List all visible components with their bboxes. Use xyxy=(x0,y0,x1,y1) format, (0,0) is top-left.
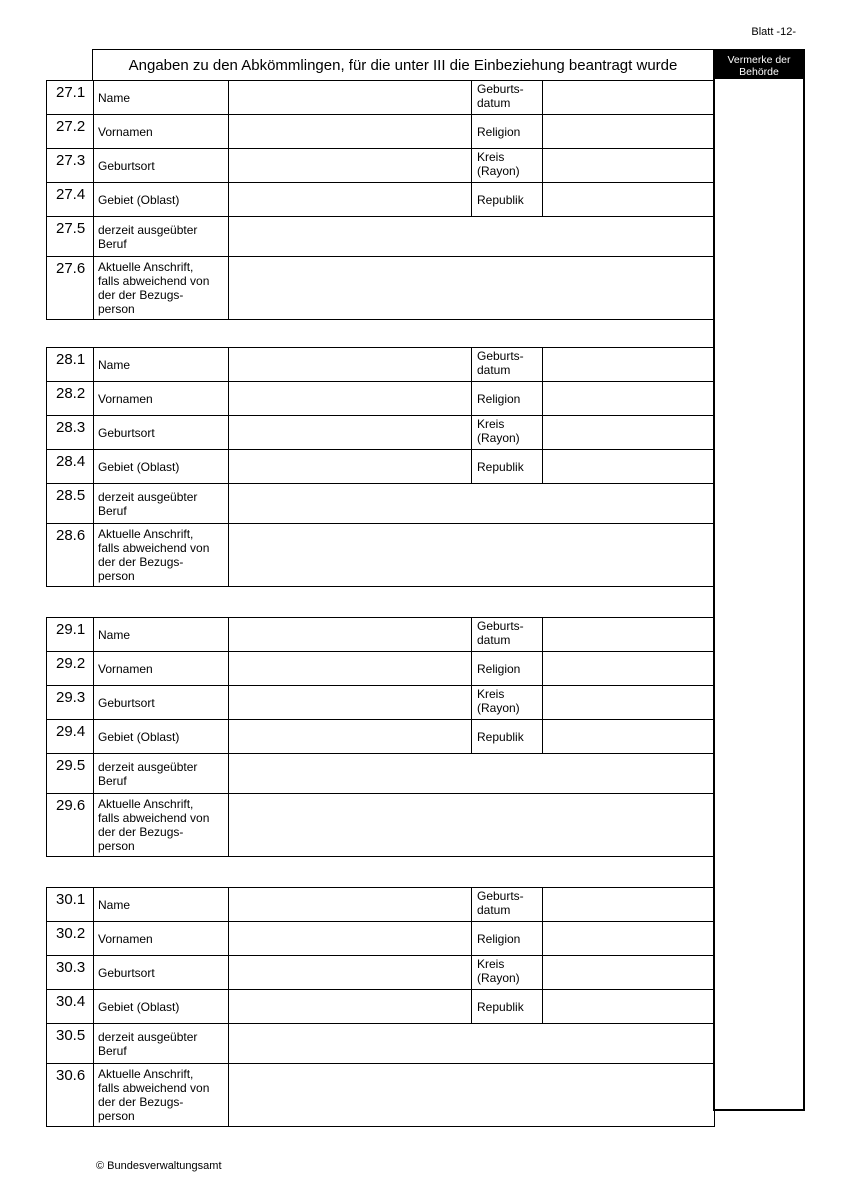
authority-notes-column[interactable] xyxy=(713,79,805,1111)
form-row xyxy=(47,1064,715,1127)
field-label-right: Geburts- datum xyxy=(472,348,543,382)
field-label: Aktuelle Anschrift, falls abweichend von der der Bezugs- person xyxy=(94,257,229,320)
form-row xyxy=(47,348,715,382)
row-number: 28.4 xyxy=(47,450,94,484)
row-number: 29.6 xyxy=(47,794,94,857)
row-number: 28.2 xyxy=(47,382,94,416)
input-field-right[interactable] xyxy=(543,115,715,149)
field-label: Vornamen xyxy=(94,922,229,956)
authority-notes-header: Vermerke der Behörde xyxy=(713,49,805,79)
input-field[interactable] xyxy=(229,115,472,149)
input-field-wide[interactable] xyxy=(229,217,715,257)
row-number: 30.4 xyxy=(47,990,94,1024)
form-row xyxy=(47,81,715,115)
form-row xyxy=(47,956,715,990)
descendant-block xyxy=(46,80,715,320)
field-label-right: Religion xyxy=(472,115,543,149)
row-number: 27.1 xyxy=(47,81,94,115)
input-field-right[interactable] xyxy=(543,922,715,956)
row-number: 27.4 xyxy=(47,183,94,217)
input-field-right[interactable] xyxy=(543,382,715,416)
form-row xyxy=(47,618,715,652)
field-label: Aktuelle Anschrift, falls abweichend von der der Bezugs- person xyxy=(94,524,229,587)
input-field-right[interactable] xyxy=(543,888,715,922)
field-label: Name xyxy=(94,81,229,115)
input-field[interactable] xyxy=(229,416,472,450)
form-row xyxy=(47,1024,715,1064)
field-label: Vornamen xyxy=(94,652,229,686)
section-title-text: Angaben zu den Abkömmlingen, für die unter III die Einbeziehung beantragt wurde xyxy=(128,57,678,74)
input-field-wide[interactable] xyxy=(229,754,715,794)
form-row xyxy=(47,257,715,320)
field-label-right: Religion xyxy=(472,652,543,686)
field-label: derzeit ausgeübter Beruf xyxy=(94,484,229,524)
field-label-right: Religion xyxy=(472,922,543,956)
field-label-right: Religion xyxy=(472,382,543,416)
input-field[interactable] xyxy=(229,348,472,382)
form-row xyxy=(47,720,715,754)
form-row xyxy=(47,888,715,922)
input-field[interactable] xyxy=(229,956,472,990)
row-number: 29.2 xyxy=(47,652,94,686)
row-number: 27.5 xyxy=(47,217,94,257)
field-label-right: Republik xyxy=(472,450,543,484)
input-field-wide[interactable] xyxy=(229,1024,715,1064)
input-field-right[interactable] xyxy=(543,618,715,652)
field-label: derzeit ausgeübter Beruf xyxy=(94,217,229,257)
row-number: 30.2 xyxy=(47,922,94,956)
field-label: Geburtsort xyxy=(94,956,229,990)
form-row xyxy=(47,450,715,484)
field-label-right: Republik xyxy=(472,183,543,217)
field-label-right: Kreis (Rayon) xyxy=(472,416,543,450)
field-label: Gebiet (Oblast) xyxy=(94,450,229,484)
input-field[interactable] xyxy=(229,652,472,686)
input-field[interactable] xyxy=(229,618,472,652)
row-number: 29.4 xyxy=(47,720,94,754)
field-label: Geburtsort xyxy=(94,149,229,183)
form-row xyxy=(47,990,715,1024)
input-field-right[interactable] xyxy=(543,720,715,754)
input-field-wide[interactable] xyxy=(229,484,715,524)
input-field-right[interactable] xyxy=(543,348,715,382)
input-field-right[interactable] xyxy=(543,450,715,484)
form-row xyxy=(47,922,715,956)
field-label-right: Republik xyxy=(472,990,543,1024)
form-row xyxy=(47,686,715,720)
descendant-block xyxy=(46,887,715,1127)
field-label: Name xyxy=(94,888,229,922)
row-number: 30.6 xyxy=(47,1064,94,1127)
field-label-right: Geburts- datum xyxy=(472,618,543,652)
row-number: 28.6 xyxy=(47,524,94,587)
input-field-right[interactable] xyxy=(543,652,715,686)
field-label-right: Geburts- datum xyxy=(472,81,543,115)
row-number: 29.3 xyxy=(47,686,94,720)
input-field-wide[interactable] xyxy=(229,257,715,320)
row-number: 29.1 xyxy=(47,618,94,652)
form-row xyxy=(47,149,715,183)
field-label: Geburtsort xyxy=(94,416,229,450)
row-number: 30.3 xyxy=(47,956,94,990)
field-label-right: Kreis (Rayon) xyxy=(472,149,543,183)
input-field-right[interactable] xyxy=(543,686,715,720)
input-field[interactable] xyxy=(229,450,472,484)
input-field[interactable] xyxy=(229,720,472,754)
row-number: 28.1 xyxy=(47,348,94,382)
input-field[interactable] xyxy=(229,81,472,115)
field-label: Gebiet (Oblast) xyxy=(94,990,229,1024)
field-label: Aktuelle Anschrift, falls abweichend von der der Bezugs- person xyxy=(94,794,229,857)
input-field-right[interactable] xyxy=(543,81,715,115)
input-field[interactable] xyxy=(229,149,472,183)
field-label-right: Republik xyxy=(472,720,543,754)
descendant-block xyxy=(46,617,715,857)
form-row xyxy=(47,217,715,257)
row-number: 27.3 xyxy=(47,149,94,183)
footer-copyright: © Bundesverwaltungsamt xyxy=(96,1160,222,1172)
sheet-number: Blatt -12- xyxy=(751,26,796,38)
field-label: Vornamen xyxy=(94,382,229,416)
row-number: 27.6 xyxy=(47,257,94,320)
input-field-right[interactable] xyxy=(543,149,715,183)
row-number: 28.3 xyxy=(47,416,94,450)
section-title xyxy=(92,49,714,80)
input-field[interactable] xyxy=(229,686,472,720)
field-label-right: Kreis (Rayon) xyxy=(472,686,543,720)
field-label: Aktuelle Anschrift, falls abweichend von der der Bezugs- person xyxy=(94,1064,229,1127)
field-label: Name xyxy=(94,618,229,652)
input-field-wide[interactable] xyxy=(229,794,715,857)
field-label-right: Kreis (Rayon) xyxy=(472,956,543,990)
form-row xyxy=(47,652,715,686)
field-label: Gebiet (Oblast) xyxy=(94,720,229,754)
row-number: 27.2 xyxy=(47,115,94,149)
form-row xyxy=(47,416,715,450)
form-row xyxy=(47,524,715,587)
descendant-block xyxy=(46,347,715,587)
input-field[interactable] xyxy=(229,990,472,1024)
field-label: Vornamen xyxy=(94,115,229,149)
input-field[interactable] xyxy=(229,888,472,922)
field-label: derzeit ausgeübter Beruf xyxy=(94,1024,229,1064)
input-field[interactable] xyxy=(229,382,472,416)
input-field-right[interactable] xyxy=(543,416,715,450)
form-row xyxy=(47,183,715,217)
field-label-right: Geburts- datum xyxy=(472,888,543,922)
field-label: derzeit ausgeübter Beruf xyxy=(94,754,229,794)
input-field-wide[interactable] xyxy=(229,1064,715,1127)
form-row xyxy=(47,794,715,857)
row-number: 30.5 xyxy=(47,1024,94,1064)
field-label: Geburtsort xyxy=(94,686,229,720)
input-field[interactable] xyxy=(229,183,472,217)
input-field-wide[interactable] xyxy=(229,524,715,587)
row-number: 28.5 xyxy=(47,484,94,524)
input-field-right[interactable] xyxy=(543,956,715,990)
field-label: Name xyxy=(94,348,229,382)
form-row xyxy=(47,754,715,794)
input-field-right[interactable] xyxy=(543,183,715,217)
row-number: 30.1 xyxy=(47,888,94,922)
form-row xyxy=(47,382,715,416)
form-row xyxy=(47,115,715,149)
form-row xyxy=(47,484,715,524)
input-field[interactable] xyxy=(229,922,472,956)
field-label: Gebiet (Oblast) xyxy=(94,183,229,217)
row-number: 29.5 xyxy=(47,754,94,794)
input-field-right[interactable] xyxy=(543,990,715,1024)
